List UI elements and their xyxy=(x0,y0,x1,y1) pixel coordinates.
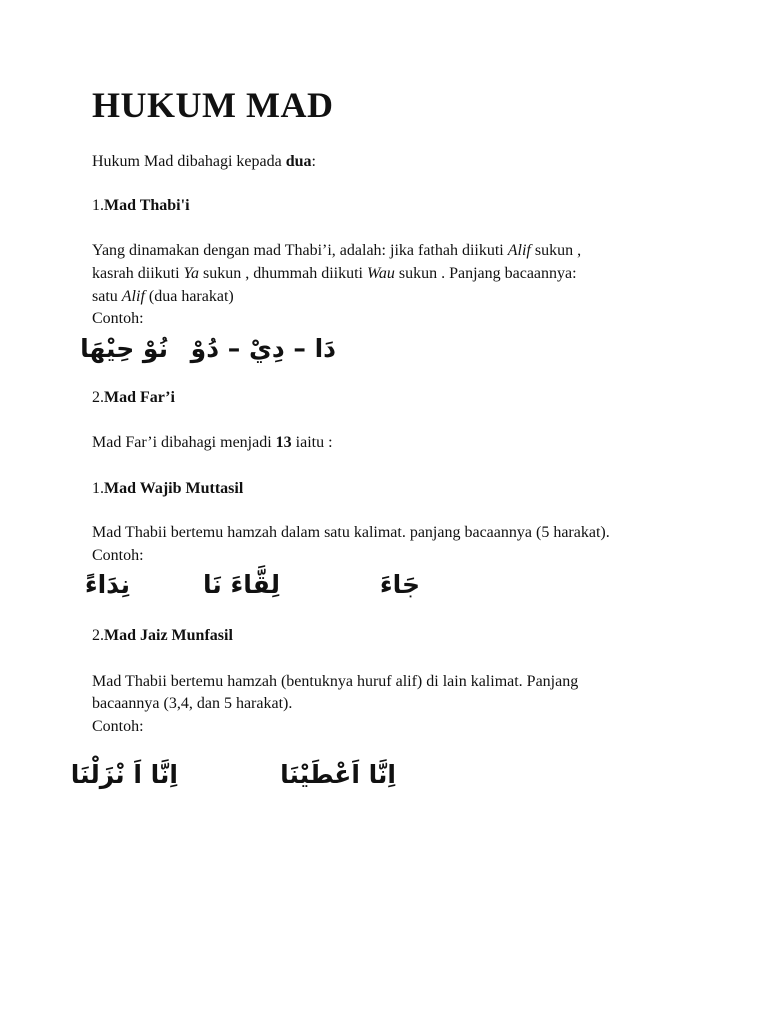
arabic-example: نُوْ حِيْهَا xyxy=(80,334,168,363)
sub2-contoh-label: Contoh: xyxy=(92,718,144,735)
sub2-line2: bacaannya (3,4, dan 5 harakat). xyxy=(92,695,293,712)
sub1-contoh-label: Contoh: xyxy=(92,547,144,564)
section2-text: Mad Far’i dibahagi menjadi 13 iaitu : xyxy=(92,434,333,451)
arabic-example: اِنَّا اَ نْزَلْنَا xyxy=(70,760,178,789)
section1-line2: kasrah diikuti Ya sukun , dhummah diikuti Wau sukun . Panjang bacaannya: xyxy=(92,265,577,282)
section1-line1: Yang dinamakan dengan mad Thabi’i, adalah: jika fathah diikuti Alif sukun , xyxy=(92,242,582,259)
section1-contoh-label: Contoh: xyxy=(92,310,144,327)
arabic-example: لِقَّاءَ نَا xyxy=(202,570,280,599)
page-title: HUKUM MAD xyxy=(92,85,334,125)
sub2-heading: 2.Mad Jaiz Munfasil xyxy=(92,627,233,644)
sub2-line1: Mad Thabii bertemu hamzah (bentuknya huruf alif) di lain kalimat. Panjang xyxy=(92,673,579,690)
arabic-example: جَاءَ xyxy=(379,570,420,599)
section2-heading: 2.Mad Far’i xyxy=(92,389,175,406)
sub1-text: Mad Thabii bertemu hamzah dalam satu kalimat. panjang bacaannya (5 harakat). xyxy=(92,524,610,541)
arabic-example: اِنَّا اَعْطَيْنَا xyxy=(280,760,396,789)
sub1-heading: 1.Mad Wajib Muttasil xyxy=(92,480,244,497)
section1-line3: satu Alif (dua harakat) xyxy=(92,288,234,305)
arabic-example: دَا – دِيْ – دُوْ xyxy=(190,334,336,363)
arabic-example: نِدَاءً xyxy=(84,570,130,599)
intro-text: Hukum Mad dibahagi kepada dua: xyxy=(92,153,316,170)
section1-heading: 1.Mad Thabi'i xyxy=(92,197,190,214)
